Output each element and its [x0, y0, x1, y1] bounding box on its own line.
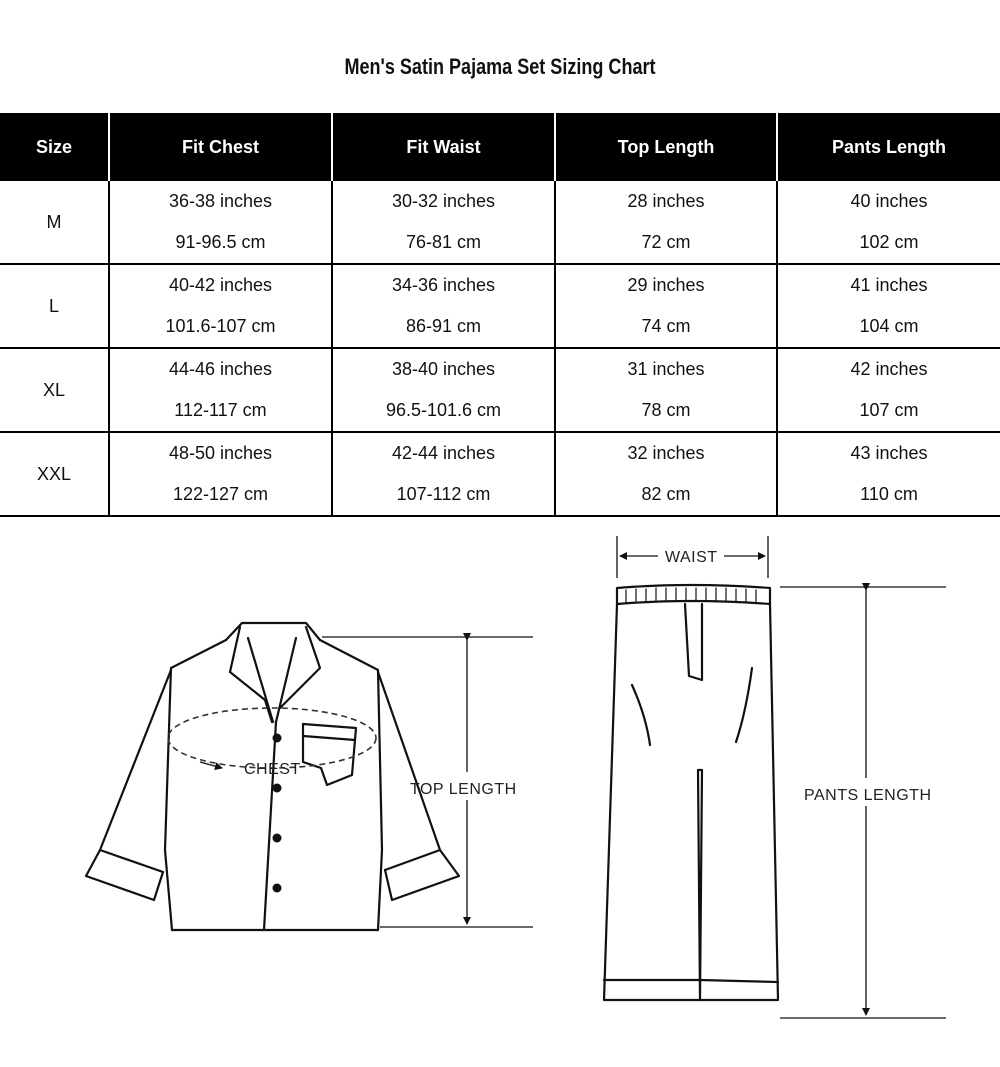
chest-inches: 36-38 inches: [168, 191, 273, 211]
pants-length-cell: [777, 264, 1000, 348]
button-dot: [273, 734, 282, 743]
top-cm: 78 cm: [641, 400, 691, 420]
waist-cell: [332, 181, 555, 264]
top-length-cell: [555, 348, 777, 432]
chest-cm: 101.6-107 cm: [165, 316, 276, 336]
size-cell: M: [0, 181, 109, 264]
waist-cm: 86-91 cm: [405, 316, 482, 336]
waist-inches: 42-44 inches: [391, 443, 496, 463]
header-size: Size: [0, 113, 109, 181]
button-dot: [273, 884, 282, 893]
pajama-pants-drawing: [604, 585, 778, 1000]
button-dot: [273, 834, 282, 843]
top-cm: 72 cm: [641, 232, 691, 252]
top-inches: 32 inches: [627, 443, 705, 463]
chest-cm: 91-96.5 cm: [175, 232, 266, 252]
pants-length-label: PANTS LENGTH: [804, 787, 932, 804]
top-cm: 82 cm: [641, 484, 691, 504]
pants-cm: 110 cm: [860, 484, 918, 504]
top-length-cell: [555, 181, 777, 264]
chest-cell: [109, 432, 332, 516]
chart-title: Men's Satin Pajama Set Sizing Chart: [344, 54, 656, 79]
top-length-label: TOP LENGTH: [410, 781, 517, 798]
waist-cell: [332, 348, 555, 432]
table-row: [0, 432, 1000, 516]
pants-inches: 42 inches: [850, 359, 928, 379]
pants-length-cell: [777, 432, 1000, 516]
waist-inches: 30-32 inches: [391, 191, 496, 211]
pants-cm: 107 cm: [859, 400, 919, 420]
top-cm: 74 cm: [641, 316, 691, 336]
size-cell: XL: [0, 348, 109, 432]
table-row: [0, 264, 1000, 348]
chest-cell: [109, 181, 332, 264]
waist-cell: [332, 264, 555, 348]
sizing-table: [0, 113, 1000, 517]
pants-inches: 40 inches: [850, 191, 928, 211]
waist-cell: [332, 432, 555, 516]
waist-inches: 34-36 inches: [391, 275, 496, 295]
top-length-cell: [555, 264, 777, 348]
pants-length-cell: [777, 181, 1000, 264]
waist-cm: 96.5-101.6 cm: [385, 400, 502, 420]
table-row: [0, 348, 1000, 432]
chest-cm: 122-127 cm: [172, 484, 269, 504]
pants-length-cell: [777, 348, 1000, 432]
waist-label: WAIST: [665, 549, 718, 566]
pants-inches: 43 inches: [850, 443, 928, 463]
size-cell: XXL: [0, 432, 109, 516]
waist-inches: 38-40 inches: [391, 359, 496, 379]
header-fit-chest: Fit Chest: [109, 113, 332, 181]
top-inches: 31 inches: [627, 359, 705, 379]
chest-label: CHEST: [244, 761, 301, 778]
waist-cm: 76-81 cm: [405, 232, 482, 252]
top-inches: 29 inches: [627, 275, 705, 295]
pants-cm: 104 cm: [859, 316, 919, 336]
chest-inches: 48-50 inches: [168, 443, 273, 463]
top-inches: 28 inches: [627, 191, 705, 211]
header-pants-length: Pants Length: [777, 113, 1000, 181]
header-top-length: Top Length: [555, 113, 777, 181]
chest-cm: 112-117 cm: [174, 400, 267, 420]
chest-cell: [109, 264, 332, 348]
pants-inches: 41 inches: [850, 275, 928, 295]
header-fit-waist: Fit Waist: [332, 113, 555, 181]
chest-inches: 40-42 inches: [168, 275, 273, 295]
garment-diagram: [0, 520, 1000, 1060]
chest-inches: 44-46 inches: [168, 359, 273, 379]
button-dot: [273, 784, 282, 793]
size-cell: L: [0, 264, 109, 348]
table-header-row: [0, 113, 1000, 181]
waist-cm: 107-112 cm: [396, 484, 491, 504]
table-row: [0, 181, 1000, 264]
top-length-cell: [555, 432, 777, 516]
chest-cell: [109, 348, 332, 432]
pants-cm: 102 cm: [859, 232, 919, 252]
